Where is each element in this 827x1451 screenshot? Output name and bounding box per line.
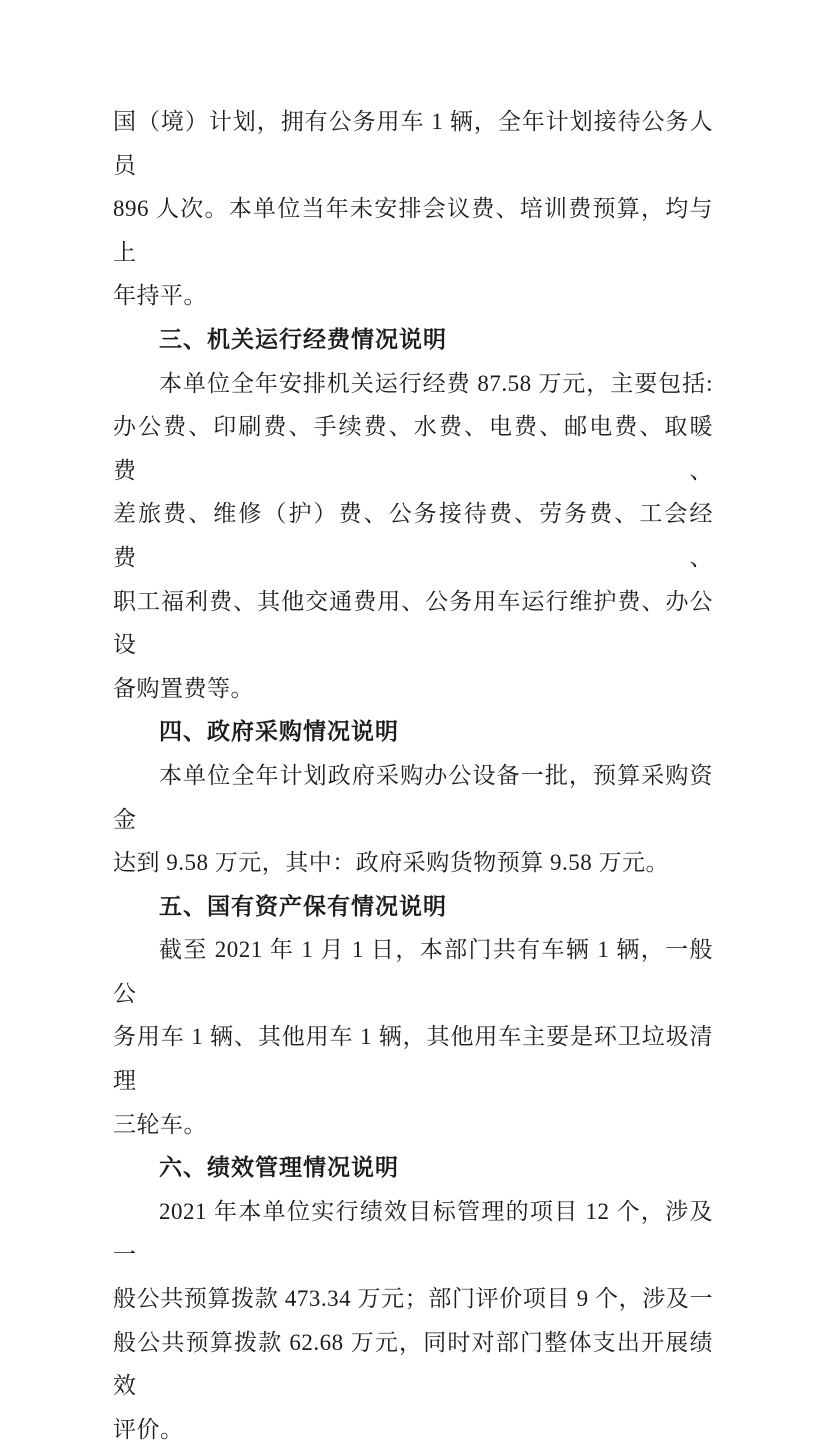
text-line: 务用车 1 辆、其他用车 1 辆，其他用车主要是环卫垃圾清理 xyxy=(113,1024,713,1094)
text-line: 般公共预算拨款 473.34 万元；部门评价项目 9 个，涉及一 xyxy=(113,1286,713,1312)
text-line: 年持平。 xyxy=(113,283,207,309)
text-line: 差旅费、维修（护）费、公务接待费、劳务费、工会经费、 xyxy=(113,501,713,570)
text-line: 职工福利费、其他交通费用、公务用车运行维护费、办公设 xyxy=(113,588,713,658)
text-line: 截至 2021 年 1 月 1 日，本部门共有车辆 1 辆，一般公 xyxy=(113,937,713,1006)
section-heading-6: 六、绩效管理情况说明 xyxy=(159,1154,399,1181)
text-line: 2021 年本单位实行绩效目标管理的项目 12 个，涉及一 xyxy=(113,1198,713,1268)
text-line: 国（境）计划，拥有公务用车 1 辆，全年计划接待公务人员 xyxy=(113,109,713,178)
section-heading-5: 五、国有资产保有情况说明 xyxy=(159,892,447,919)
text-line: 本单位全年计划政府采购办公设备一批，预算采购资金 xyxy=(113,762,713,832)
text-line: 896 人次。本单位当年未安排会议费、培训费预算，均与上 xyxy=(113,196,713,265)
text-line: 办公费、印刷费、手续费、水费、电费、邮电费、取暖费、 xyxy=(113,414,713,483)
text-line: 评价。 xyxy=(113,1416,184,1442)
text-line: 达到 9.58 万元，其中：政府采购货物预算 9.58 万元。 xyxy=(113,850,669,876)
text-line: 本单位全年安排机关运行经费 87.58 万元，主要包括: xyxy=(159,370,713,396)
text-line: 般公共预算拨款 62.68 万元，同时对部门整体支出开展绩效 xyxy=(113,1329,713,1399)
section-heading-4: 四、政府采购情况说明 xyxy=(159,718,399,745)
document-body xyxy=(113,100,713,1451)
text-line: 三轮车。 xyxy=(113,1111,207,1137)
text-line: 备购置费等。 xyxy=(113,675,254,701)
section-heading-3: 三、机关运行经费情况说明 xyxy=(159,325,447,352)
